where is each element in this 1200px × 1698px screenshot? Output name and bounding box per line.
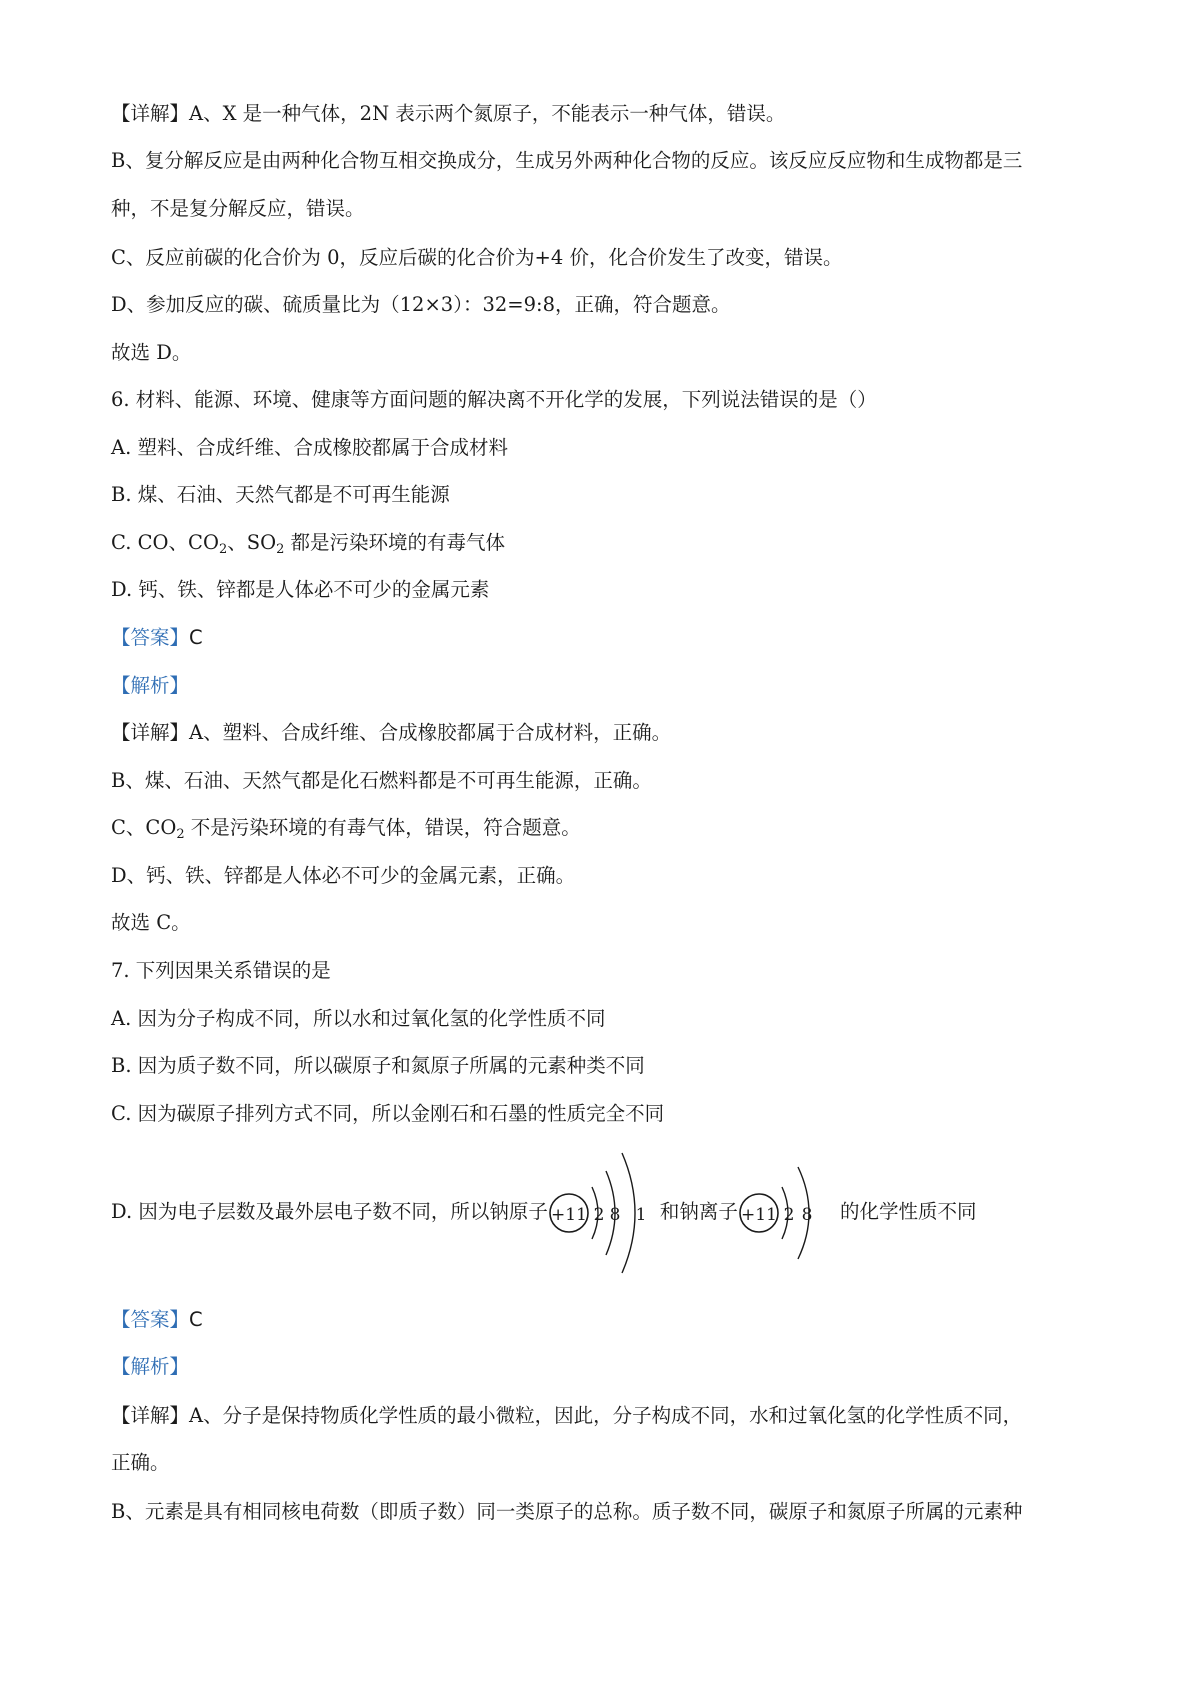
q7-option-d-suffix: 的化学性质不同 xyxy=(833,1200,977,1223)
q5-detail-d: D、参加反应的碳、硫质量比为（12×3）：32=9:8，正确，符合题意。 xyxy=(111,293,731,316)
sodium-ion-shell-1: 2 xyxy=(783,1204,795,1225)
q7-answer-tag: 【答案】 xyxy=(111,1308,190,1331)
q6-answer-tag: 【答案】 xyxy=(111,626,190,649)
q5-conclusion: 故选 D。 xyxy=(111,341,192,364)
q6-option-b: B. 煤、石油、天然气都是不可再生能源 xyxy=(111,483,450,506)
sodium-atom-shell-3: 1 xyxy=(635,1204,647,1225)
q6-detail-b: B、煤、石油、天然气都是化石燃料都是不可再生能源，正确。 xyxy=(111,769,652,792)
q7-detail-b-line1: B、元素是具有相同核电荷数（即质子数）同一类原子的总称。质子数不同，碳原子和氮原子所属的元素种 xyxy=(111,1500,1023,1523)
q6-detail-c xyxy=(111,814,581,842)
q6-option-c-sub2: 2 xyxy=(276,542,285,557)
q7-analysis-tag: 【解析】 xyxy=(111,1355,190,1378)
sodium-atom-shell-1: 2 xyxy=(593,1204,605,1225)
q6-option-c xyxy=(111,529,505,557)
q6-detail-c-sub: 2 xyxy=(176,827,185,842)
q7-detail-a-line2: 正确。 xyxy=(111,1451,170,1474)
q6-stem: 6. 材料、能源、环境、健康等方面问题的解决离不开化学的发展，下列说法错误的是（） xyxy=(111,388,877,411)
q6-option-c-sub1: 2 xyxy=(218,542,228,557)
q5-detail-a: 【详解】A、X 是一种气体，2N 表示两个氮原子，不能表示一种气体，错误。 xyxy=(111,102,786,125)
q7-option-c: C. 因为碳原子排列方式不同，所以金刚石和石墨的性质完全不同 xyxy=(111,1102,665,1125)
q6-detail-d: D、钙、铁、锌都是人体必不可少的金属元素，正确。 xyxy=(111,864,576,887)
q6-option-c-mid: 、SO xyxy=(227,531,277,554)
q6-option-a: A. 塑料、合成纤维、合成橡胶都属于合成材料 xyxy=(111,436,508,459)
q7-option-a: A. 因为分子构成不同，所以水和过氧化氢的化学性质不同 xyxy=(111,1007,606,1030)
q6-detail-a: 【详解】A、塑料、合成纤维、合成橡胶都属于合成材料，正确。 xyxy=(111,721,672,744)
q7-option-d-prefix: D. 因为电子层数及最外层电子数不同，所以钠原子 xyxy=(111,1200,548,1223)
q6-option-c-suffix: 都是污染环境的有毒气体 xyxy=(284,531,506,554)
sodium-ion-diagram xyxy=(738,1143,834,1283)
q6-detail-c-prefix: C、CO xyxy=(111,816,177,839)
q7-detail-a-line1: 【详解】A、分子是保持物质化学性质的最小微粒，因此，分子构成不同，水和过氧化氢的化学性质不同， xyxy=(111,1404,1023,1427)
q6-answer xyxy=(111,624,203,652)
q7-option-d xyxy=(111,1142,977,1282)
q7-answer-value: C xyxy=(189,1308,203,1331)
sodium-ion-shell-2: 8 xyxy=(801,1204,813,1225)
q6-option-c-prefix: C. CO、CO xyxy=(111,531,219,554)
sodium-atom-shell-2: 8 xyxy=(609,1204,621,1225)
q6-detail-c-suffix: 不是污染环境的有毒气体，错误，符合题意。 xyxy=(184,816,581,839)
q6-option-d: D. 钙、铁、锌都是人体必不可少的金属元素 xyxy=(111,578,490,601)
q6-answer-value: C xyxy=(189,626,203,649)
q6-conclusion: 故选 C。 xyxy=(111,911,191,934)
q7-option-b: B. 因为质子数不同，所以碳原子和氮原子所属的元素种类不同 xyxy=(111,1054,645,1077)
q5-detail-c: C、反应前碳的化合价为 0，反应后碳的化合价为+4 价，化合价发生了改变，错误。 xyxy=(111,246,843,269)
sodium-ion-nucleus: +11 xyxy=(740,1204,777,1225)
q7-answer xyxy=(111,1306,203,1334)
sodium-atom-diagram xyxy=(548,1143,660,1283)
q5-detail-b-line2: 种，不是复分解反应，错误。 xyxy=(111,197,365,220)
sodium-atom-shell-arc-3 xyxy=(622,1153,635,1273)
sodium-atom-nucleus: +11 xyxy=(550,1204,587,1225)
q7-stem: 7. 下列因果关系错误的是 xyxy=(111,959,331,982)
q6-analysis-tag: 【解析】 xyxy=(111,674,190,697)
q7-option-d-mid: 和钠离子 xyxy=(659,1200,738,1223)
q5-detail-b-line1: B、复分解反应是由两种化合物互相交换成分，生成另外两种化合物的反应。该反应反应物和生成物都是三 xyxy=(111,149,1023,172)
